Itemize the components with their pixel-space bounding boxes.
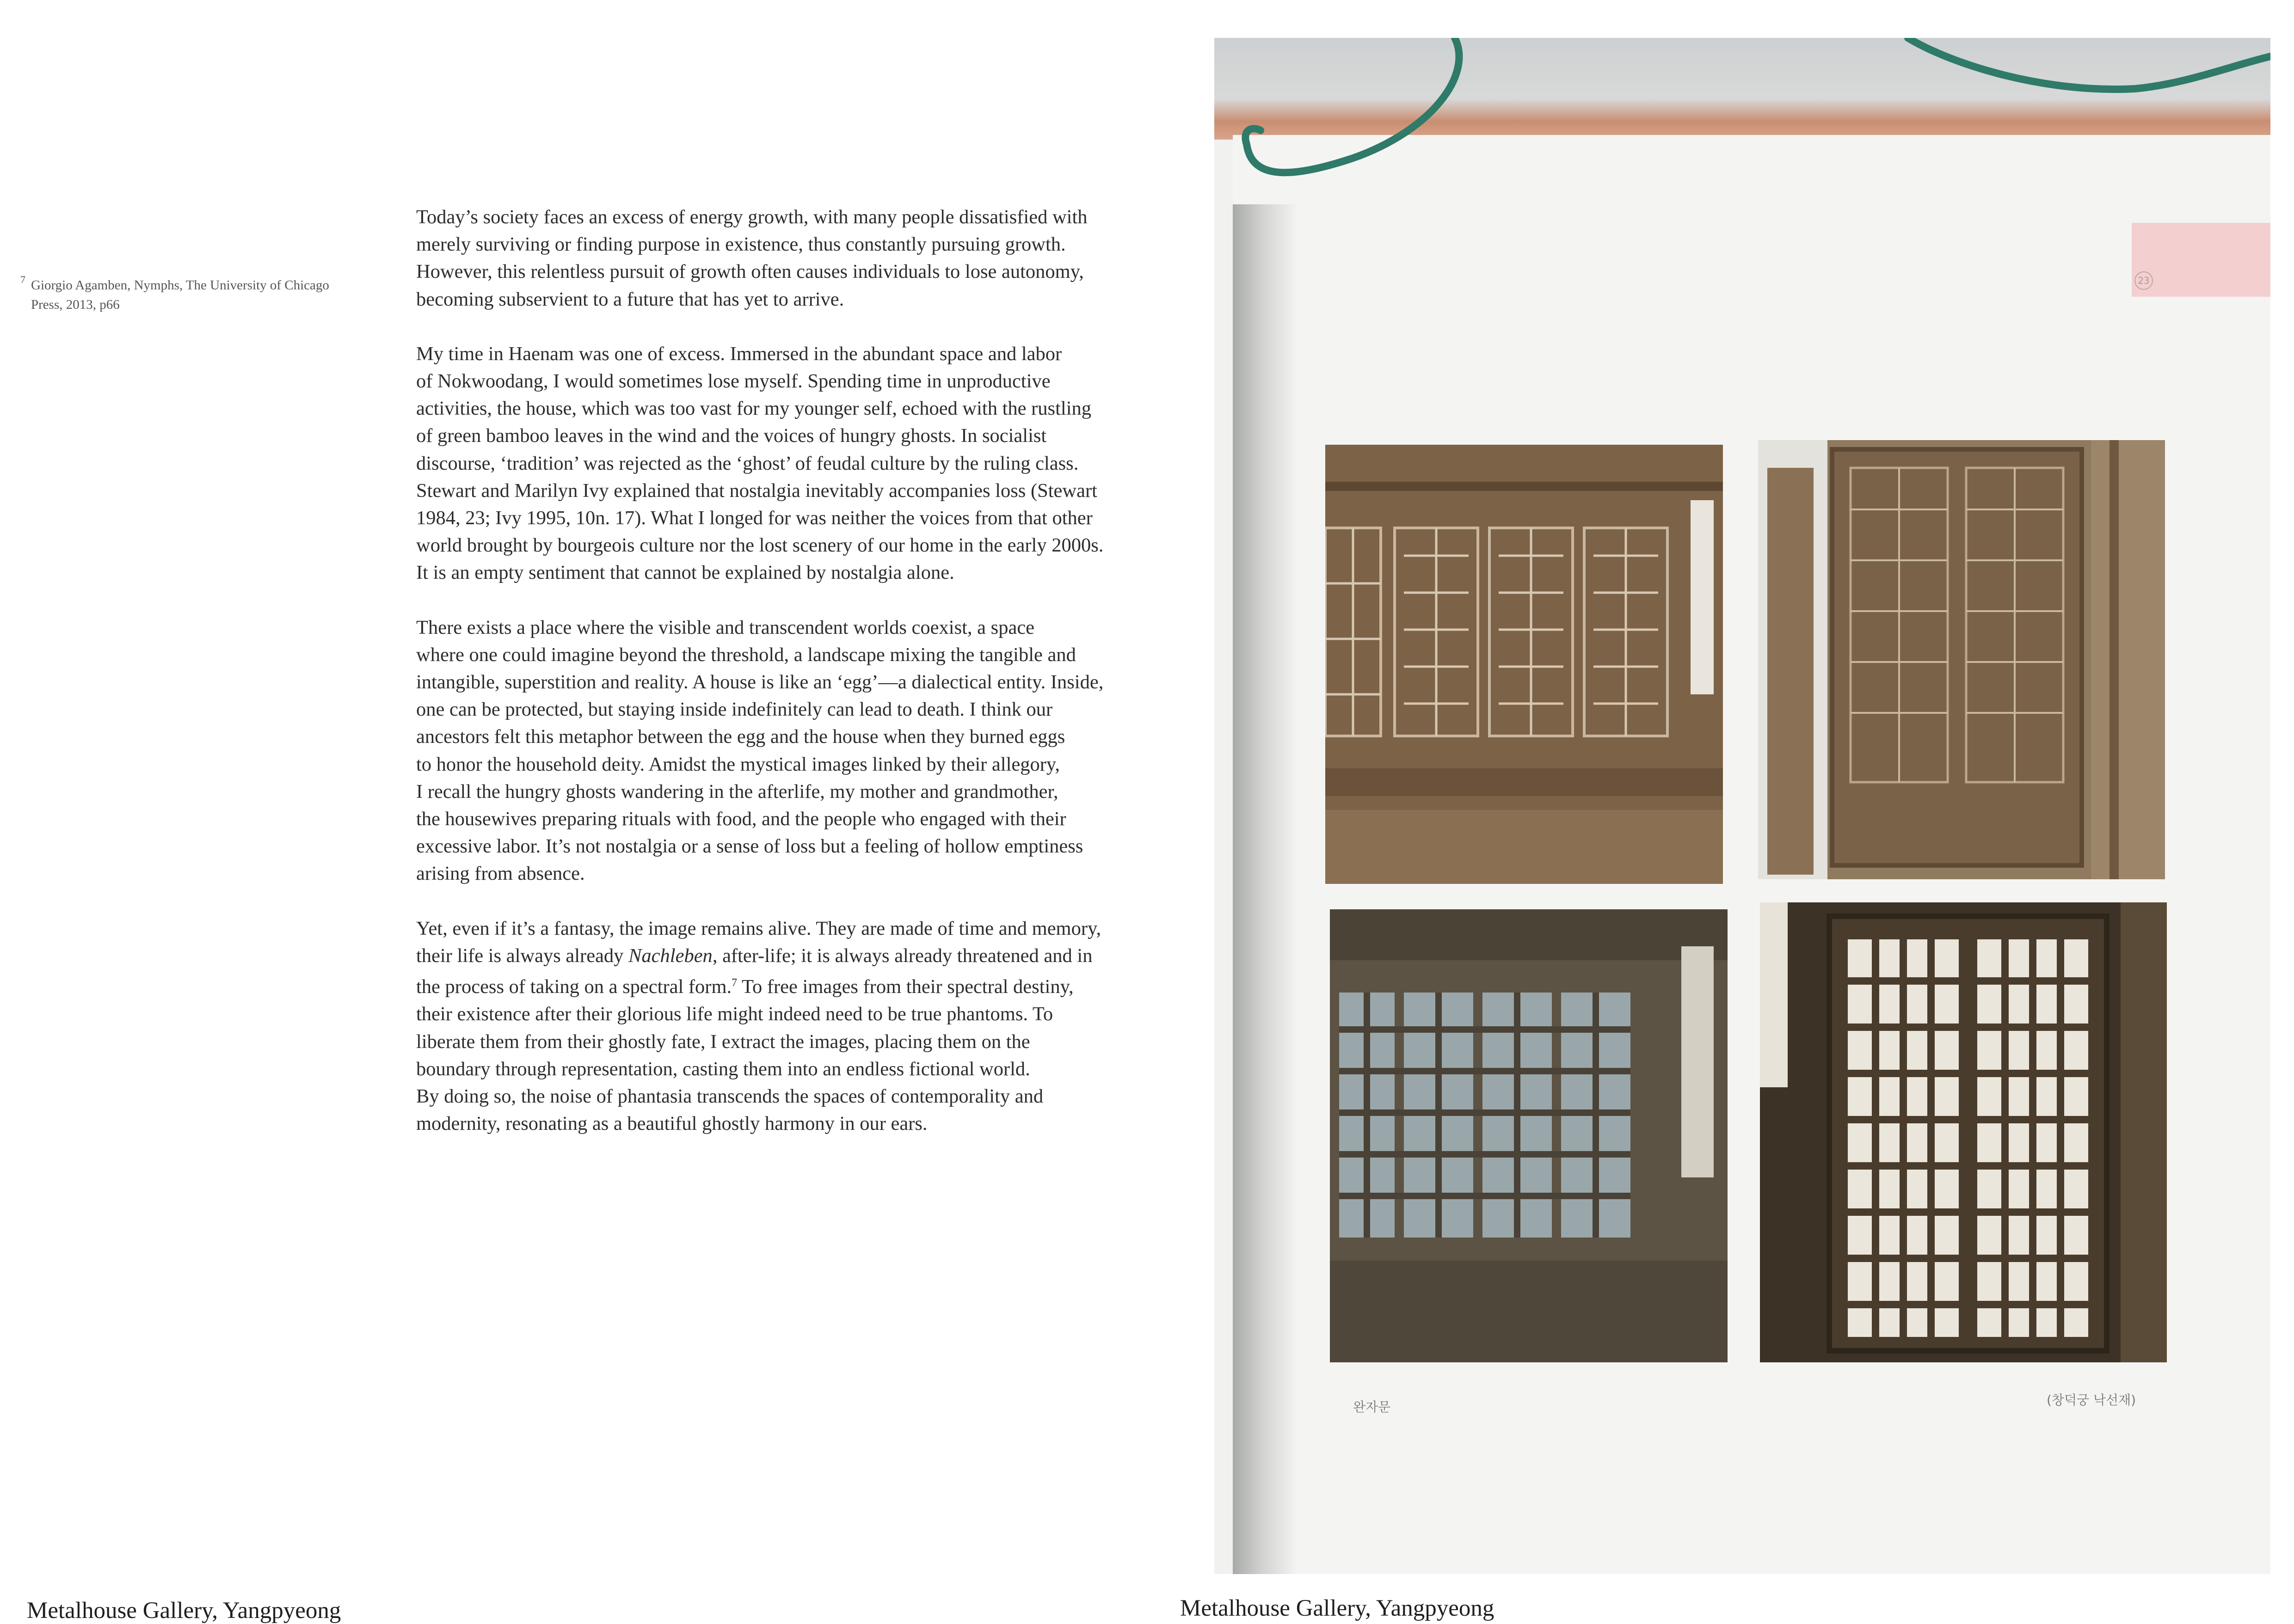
bookmark-string-left (1245, 38, 1459, 172)
essay-body (416, 203, 1156, 1164)
text-line: boundary through representation, casting them into an endless fictional world. (416, 1058, 1030, 1080)
text-line: excessive labor. It’s not nostalgia or a sense of loss but a feeling of hollow emptiness (416, 835, 1083, 858)
text-line: arising from absence. (416, 863, 585, 885)
bookmark-string-right (1908, 38, 2270, 89)
text-line: It is an empty sentiment that cannot be explained by nostalgia alone. (416, 562, 954, 584)
footer-location-left: Metalhouse Gallery, Yangpyeong (27, 1598, 341, 1624)
text-line: becoming subservient to a future that has yet to arrive. (416, 288, 844, 310)
text-line: Today’s society faces an excess of energy growth, with many people dissatisfied with (416, 206, 1088, 228)
footnote-text: Giorgio Agamben, Nymphs, The University of Chicago Press, 2013, p66 (31, 278, 329, 312)
text-line: world brought by bourgeois culture nor the lost scenery of our home in the early 2000s. (416, 534, 1104, 557)
footer-location-right: Metalhouse Gallery, Yangpyeong (1180, 1595, 1494, 1621)
paragraph-2 (416, 340, 1156, 587)
footnote-reference: 7 (732, 977, 738, 989)
text-line: I recall the hungry ghosts wandering in the afterlife, my mother and grandmother, (416, 780, 1058, 803)
text-fragment: , after-life; it is always already threatened and in (712, 944, 1093, 967)
text-line: liberate them from their ghostly fate, I extract the images, placing them on the (416, 1030, 1030, 1053)
paragraph-3 (416, 614, 1156, 888)
text-line (416, 969, 1156, 1000)
text-line (416, 942, 1156, 969)
pink-tab-marker (2132, 223, 2270, 297)
text-line: to honor the household deity. Amidst the mystical images linked by their allegory, (416, 753, 1060, 775)
italic-term: Nachleben (628, 944, 713, 967)
text-line: There exists a place where the visible and transcendent worlds coexist, a space (416, 616, 1035, 638)
photo-caption-right: (창덕궁 낙선재) (2047, 1392, 2136, 1408)
photo-caption-left: 완자문 (1353, 1399, 1391, 1415)
text-line: intangible, superstition and reality. A house is like an ‘egg’—a dialectical entity. Inside, (416, 671, 1104, 693)
page-number-badge: 23 (2134, 271, 2153, 290)
text-line: their existence after their glorious life might indeed need to be true phantoms. To (416, 1003, 1053, 1025)
lattice-window-photo-top-left (1325, 445, 1723, 884)
lattice-window-photo-bottom-left (1330, 909, 1728, 1362)
text-line: the housewives preparing rituals with food, and the people who engaged with their (416, 808, 1066, 830)
text-line: 1984, 23; Ivy 1995, 10n. 17). What I longed for was neither the voices from that other (416, 507, 1093, 529)
text-fragment: To free images from their spectral destiny, (737, 976, 1074, 998)
text-line: modernity, resonating as a beautiful ghostly harmony in our ears. (416, 1113, 928, 1135)
text-fragment: the process of taking on a spectral form. (416, 976, 732, 998)
paragraph-1 (416, 203, 1156, 313)
text-line: where one could imagine beyond the threshold, a landscape mixing the tangible and (416, 643, 1076, 666)
text-line: activities, the house, which was too vast for my younger self, echoed with the rustling (416, 398, 1092, 420)
scanned-book-page (1214, 38, 2270, 1574)
paragraph-4 (416, 915, 1156, 1138)
footnote (20, 276, 363, 314)
text-line: of Nokwoodang, I would sometimes lose myself. Spending time in unproductive (416, 370, 1051, 392)
lattice-door-photo-top-right (1758, 440, 2165, 879)
bookmark-string (1214, 38, 2270, 232)
lattice-door-photo-bottom-right (1760, 902, 2167, 1362)
text-line: Yet, even if it’s a fantasy, the image remains alive. They are made of time and memory, (416, 917, 1101, 939)
text-fragment: their life is always already (416, 944, 629, 967)
text-line: one can be protected, but staying inside indefinitely can lead to death. I think our (416, 699, 1053, 721)
text-line: By doing so, the noise of phantasia transcends the spaces of contemporality and (416, 1085, 1044, 1108)
text-line: ancestors felt this metaphor between the egg and the house when they burned eggs (416, 726, 1065, 748)
text-line: However, this relentless pursuit of growth often causes individuals to lose autonomy, (416, 261, 1084, 283)
text-line: of green bamboo leaves in the wind and the voices of hungry ghosts. In socialist (416, 425, 1047, 447)
text-line: discourse, ‘tradition’ was rejected as the ‘ghost’ of feudal culture by the ruling class. (416, 452, 1079, 474)
text-line: merely surviving or finding purpose in existence, thus constantly pursuing growth. (416, 233, 1066, 256)
text-line: Stewart and Marilyn Ivy explained that nostalgia inevitably accompanies loss (Stewart (416, 479, 1097, 502)
text-line: My time in Haenam was one of excess. Immersed in the abundant space and labor (416, 343, 1062, 365)
page-gutter-shadow (1233, 204, 1298, 1574)
footnote-number: 7 (20, 274, 25, 285)
